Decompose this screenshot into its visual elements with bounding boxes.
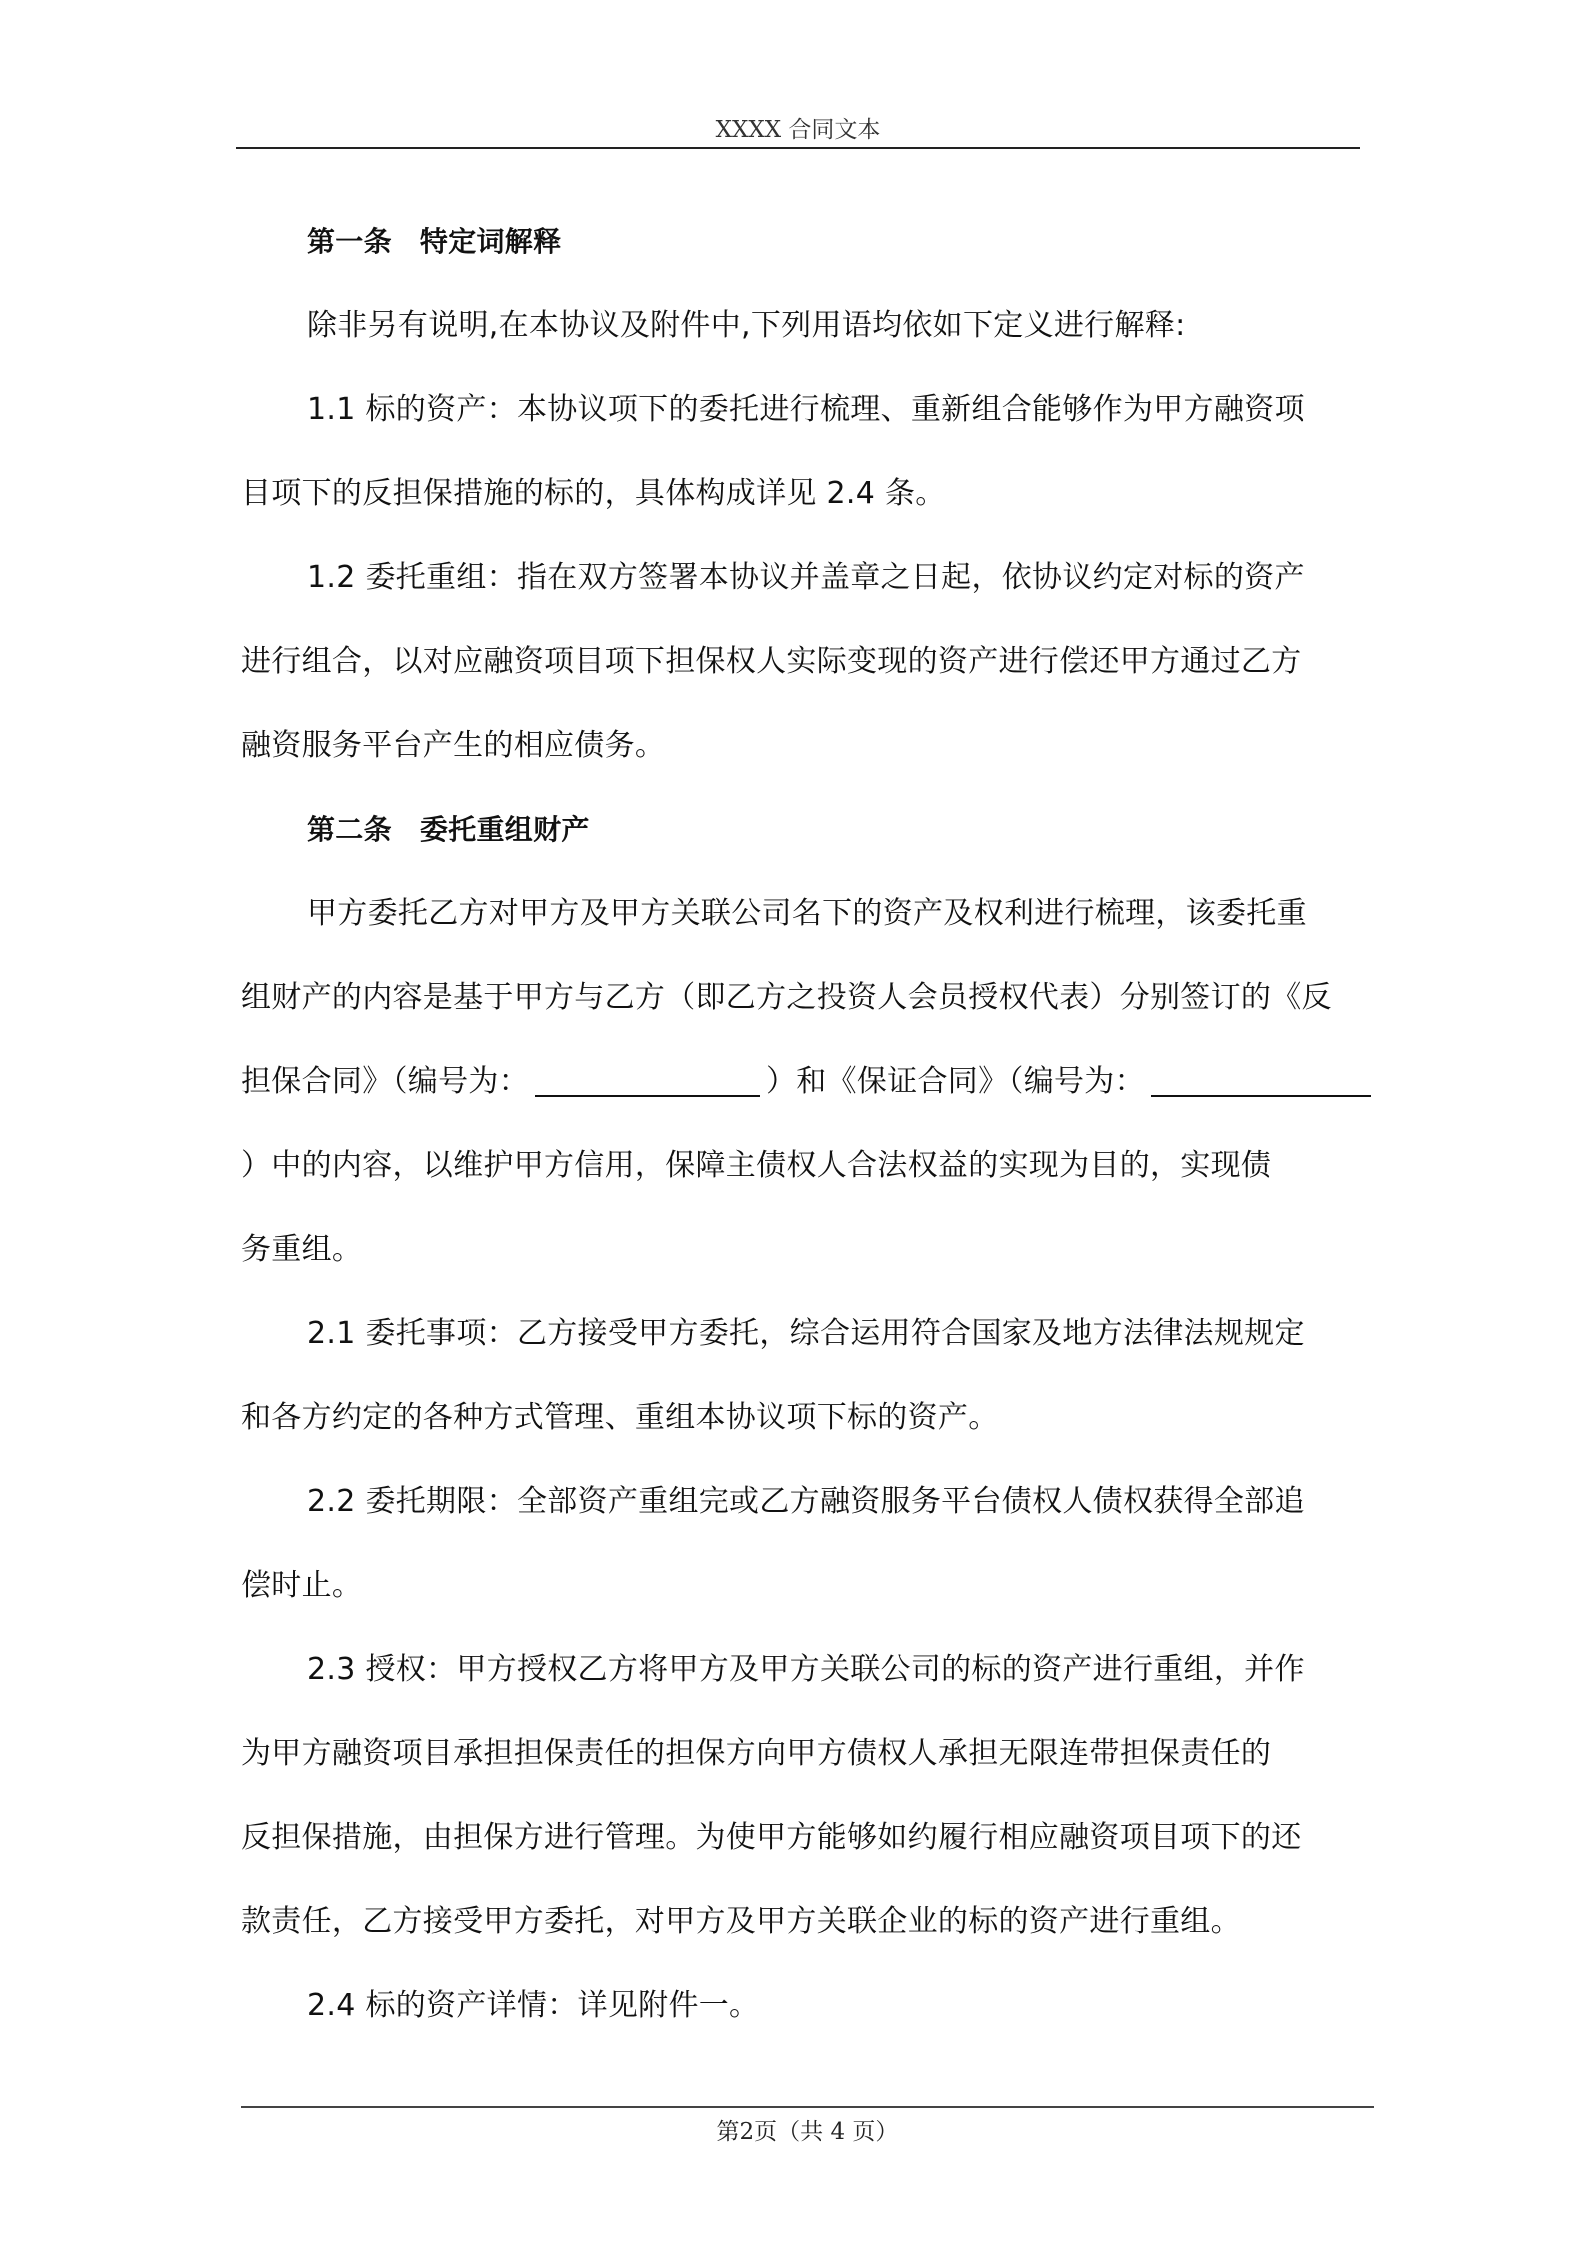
article-2-para-line-2: 组财产的内容是基于甲方与乙方（即乙方之投资人会员授权代表）分别签订的《反 (241, 980, 1332, 1015)
page-header: XXXX 合同文本 (715, 117, 881, 143)
article-1-intro: 除非另有说明,在本协议及附件中,下列用语均依如下定义进行解释: (307, 308, 1186, 343)
clause-2-1-line-1: 2.1 委托事项：乙方接受甲方委托，综合运用符合国家及地方法律法规规定 (307, 1316, 1305, 1351)
clause-2-3-line-2: 为甲方融资项目承担担保责任的担保方向甲方债权人承担无限连带担保责任的 (241, 1736, 1272, 1771)
article-2-para-line-4: ）中的内容，以维护甲方信用，保障主债权人合法权益的实现为目的，实现债 (241, 1148, 1272, 1183)
clause-2-2-line-1: 2.2 委托期限：全部资产重组完或乙方融资服务平台债权人债权获得全部追 (307, 1484, 1305, 1519)
page-number: 第2页（共 4 页） (716, 2119, 899, 2145)
clause-2-3-line-1: 2.3 授权：甲方授权乙方将甲方及甲方关联公司的标的资产进行重组，并作 (307, 1652, 1305, 1687)
article-1-heading (241, 200, 1357, 284)
clause-2-2-line-2: 偿时止。 (241, 1568, 363, 1603)
article-2-para-line-3 (241, 1040, 1357, 1124)
article-2-number: 第二条 (307, 813, 392, 846)
header-divider (236, 147, 1360, 149)
clause-2-3-line-3: 反担保措施，由担保方进行管理。为使甲方能够如约履行相应融资项目项下的还 (241, 1820, 1302, 1855)
article-2-title: 委托重组财产 (419, 813, 590, 846)
clause-2-1-line-2: 和各方约定的各种方式管理、重组本协议项下标的资产。 (241, 1400, 999, 1435)
article-2-para-line-5: 务重组。 (241, 1232, 363, 1267)
clause-1-1-line-2: 目项下的反担保措施的标的，具体构成详见 2.4 条。 (241, 476, 946, 511)
article-2-heading (241, 788, 1357, 872)
clause-2-4: 2.4 标的资产详情：详见附件一。 (307, 1988, 760, 2023)
article-1-number: 第一条 (307, 225, 392, 258)
clause-1-2-line-1: 1.2 委托重组：指在双方签署本协议并盖章之日起，依协议约定对标的资产 (307, 560, 1305, 595)
clause-1-1-line-1: 1.1 标的资产：本协议项下的委托进行梳理、重新组合能够作为甲方融资项 (307, 392, 1305, 427)
guarantee-contract-label: ）和《保证合同》（编号为： (766, 1064, 1145, 1099)
clause-1-2-line-3: 融资服务平台产生的相应债务。 (241, 728, 666, 763)
clause-1-2-line-2: 进行组合，以对应融资项目项下担保权人实际变现的资产进行偿还甲方通过乙方 (241, 644, 1302, 679)
document-body (241, 200, 1357, 2048)
guarantee-contract-number-blank[interactable] (1151, 1065, 1371, 1097)
counter-guarantee-label: 担保合同》（编号为： (241, 1064, 529, 1099)
article-1-title: 特定词解释 (419, 225, 562, 258)
article-2-para-line-1: 甲方委托乙方对甲方及甲方关联公司名下的资产及权利进行梳理，该委托重 (307, 896, 1307, 931)
counter-guarantee-number-blank[interactable] (535, 1065, 760, 1097)
footer-divider (241, 2106, 1374, 2108)
clause-2-3-line-4: 款责任，乙方接受甲方委托，对甲方及甲方关联企业的标的资产进行重组。 (241, 1904, 1241, 1939)
